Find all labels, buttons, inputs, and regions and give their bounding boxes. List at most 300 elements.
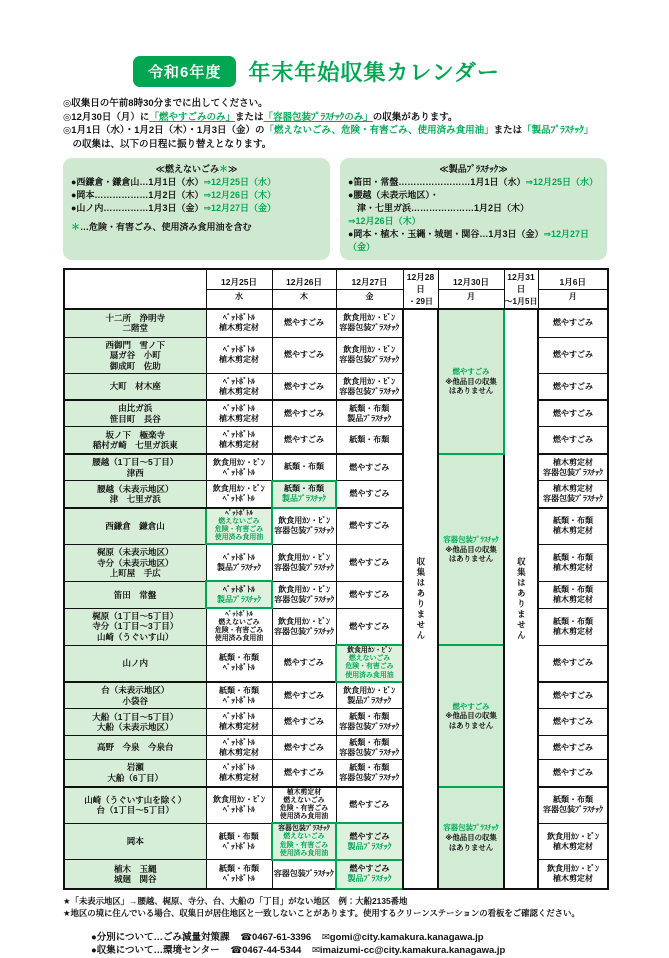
waste-item: 燃やすごみ [284, 408, 324, 418]
area-name: 岩瀬 [126, 762, 144, 773]
schedule-cell [538, 823, 608, 860]
waste-item: 植木剪定材 [553, 874, 593, 884]
area-cell [64, 481, 206, 508]
schedule-cell [538, 309, 608, 337]
no-collection-cell: 収集はありません [403, 309, 438, 889]
schedule-cell [272, 309, 336, 337]
area-name: 稲村ガ崎 七里ガ浜東 [92, 440, 178, 451]
mail-icon: ✉gomi@city.kamakura.kanagawa.jp [321, 931, 484, 943]
schedule-cell [272, 709, 336, 736]
waste-item: 飲食用ｶﾝ・ﾋﾞﾝ [343, 345, 396, 355]
text-segment: または [234, 111, 264, 123]
text-segment: ●笛田・常盤……………………1月1日（水） [348, 177, 526, 187]
schedule-cell [206, 581, 272, 608]
header-day: 月 [439, 289, 504, 303]
waste-item: 容器包装ﾌﾟﾗｽﾁｯｸ [339, 747, 400, 757]
schedule-cell [206, 309, 272, 337]
waste-item: 製品ﾌﾟﾗｽﾁｯｸ [282, 494, 326, 504]
schedule-cell [336, 736, 403, 760]
area-name: 腰越（未表示地区） [96, 483, 174, 494]
mail-icon: ✉imaizumi-cc@city.kamakura.kanagawa.jp [311, 945, 506, 957]
schedule-cell [336, 337, 403, 374]
waste-item: 燃やすごみ [553, 435, 593, 445]
schedule-cell [206, 400, 272, 427]
waste-item: 容器包装ﾌﾟﾗｽﾁｯｸ [274, 526, 335, 536]
waste-item: 燃やすごみ [553, 690, 593, 700]
schedule-cell [538, 645, 608, 682]
header-date: 12月26日 [286, 277, 322, 287]
area-name: 上町屋 手広 [109, 568, 161, 579]
column-header [206, 269, 272, 309]
waste-item: 燃やすごみ [284, 690, 324, 700]
area-name: 高野 今泉 今泉台 [96, 742, 174, 753]
box-title [348, 163, 599, 176]
schedule-cell [538, 454, 608, 481]
schedule-cell [272, 608, 336, 645]
waste-item: 燃えないごみ [283, 833, 325, 841]
waste-item: 紙類・布類 [284, 462, 324, 472]
info-box-product-plastic [340, 158, 607, 260]
area-cell [64, 454, 206, 481]
waste-item: ※他品目の収集 [445, 711, 497, 721]
waste-item: ﾍﾟｯﾄﾎﾞﾄﾙ [225, 610, 253, 618]
waste-item: ﾍﾟｯﾄﾎﾞﾄﾙ [223, 763, 255, 772]
waste-item: 燃やすごみ [284, 381, 324, 391]
era-badge: 令和6年度 [133, 56, 236, 87]
schedule-cell [206, 823, 272, 860]
schedule-cell [336, 787, 403, 824]
text-segment: ◎1月1日（水）・1月2日（木）・1月3日（金）の [63, 125, 265, 136]
text-segment: ⇒12月26日（木） [203, 190, 277, 200]
text-segment: ＊ [219, 164, 229, 174]
waste-item: 燃やすごみ [349, 864, 390, 874]
waste-item: 飲食用ｶﾝ・ﾋﾞﾝ [278, 516, 331, 526]
column-header [538, 269, 608, 309]
schedule-cell [336, 454, 403, 481]
box-line [71, 176, 322, 189]
waste-item: 紙類・布類 [349, 737, 390, 747]
area-name: 梶原（未表示地区） [96, 546, 174, 557]
note-line [63, 111, 607, 125]
waste-item: ﾍﾟｯﾄﾎﾞﾄﾙ [223, 313, 255, 323]
text-segment: の収集があります。 [372, 111, 458, 123]
header-date: ～1月5日 [504, 297, 538, 306]
waste-item: 容器包装ﾌﾟﾗｽﾁｯｸ [543, 805, 603, 815]
area-name: 城廻 関谷 [113, 874, 157, 885]
header-date: 12月30日 [453, 277, 489, 287]
schedule-cell [538, 682, 608, 709]
schedule-cell [272, 682, 336, 709]
note-line [63, 138, 607, 152]
waste-item: 燃やすごみ [284, 768, 324, 777]
waste-item: 飲食用ｶﾝ・ﾋﾞﾝ [278, 584, 331, 594]
waste-item: 紙類・布類 [219, 864, 259, 874]
schedule-cell [272, 581, 336, 608]
waste-item: 紙類・布類 [553, 516, 593, 526]
area-cell [64, 736, 206, 760]
area-name: 大船（6丁目） [107, 773, 164, 783]
schedule-cell [206, 860, 272, 889]
schedule-cell [336, 860, 403, 889]
schedule-cell [336, 682, 403, 709]
area-cell [64, 682, 206, 709]
schedule-cell [206, 736, 272, 760]
waste-item: ﾍﾟｯﾄﾎﾞﾄﾙ [223, 695, 255, 705]
footnote: ★「未表示地区」→腰越、梶原、寺分、台、大船の「丁目」がない地区 例：大船2135番地 [63, 895, 408, 906]
waste-item: 植木剪定材 [553, 841, 593, 851]
column-header [272, 269, 336, 309]
area-name: 御成町 佐助 [109, 360, 161, 371]
text-segment: ●腰越（未表示地区）・ [348, 190, 439, 200]
waste-item: 燃やすごみ [553, 768, 593, 777]
waste-item: 植木剪定材 [219, 747, 259, 757]
waste-item: 容器包装ﾌﾟﾗｽﾁｯｸ [273, 869, 334, 879]
waste-item: 容器包装ﾌﾟﾗｽﾁｯｸ [339, 386, 400, 396]
waste-item: 使用済み食用油 [279, 813, 329, 821]
waste-item: 紙類・布類 [284, 484, 324, 494]
column-header [438, 269, 504, 309]
waste-item: ﾍﾟｯﾄﾎﾞﾄﾙ [222, 494, 255, 504]
waste-item: 危険・有害ごみ [279, 805, 329, 813]
note-line [63, 97, 607, 111]
dec30-cell [438, 309, 504, 454]
waste-item: 飲食用ｶﾝ・ﾋﾞﾝ [547, 864, 599, 874]
waste-item: 製品ﾌﾟﾗｽﾁｯｸ [347, 841, 392, 851]
waste-item: 危険・有害ごみ [214, 627, 264, 634]
waste-item: 飲食用ｶﾝ・ﾋﾞﾝ [343, 685, 396, 695]
waste-item: 燃やすごみ [553, 408, 593, 418]
contact-label: ●分別について…ごみ減量対策課 [91, 931, 230, 943]
schedule-cell [206, 709, 272, 736]
waste-item: 製品ﾌﾟﾗｽﾁｯｸ [347, 874, 392, 884]
waste-item: ﾍﾟｯﾄﾎﾞﾄﾙ [223, 376, 255, 386]
schedule-cell [206, 454, 272, 481]
text-segment: 「燃やすごみのみ」 [149, 111, 235, 123]
waste-item: 植木剪定材 [553, 626, 593, 636]
schedule-cell [336, 823, 403, 860]
area-name: 寺分（未表示地区） [96, 557, 174, 568]
waste-item: 紙類・布類 [219, 653, 259, 663]
waste-item: 植木剪定材 [553, 562, 593, 572]
schedule-cell [272, 736, 336, 760]
waste-item: 燃やすごみ [349, 489, 390, 499]
schedule-cell [272, 787, 336, 824]
area-cell [64, 581, 206, 608]
waste-item: 製品ﾌﾟﾗｽﾁｯｸ [347, 695, 392, 705]
waste-item: 飲食用ｶﾝ・ﾋﾞﾝ [343, 376, 396, 386]
waste-item: はありません [448, 720, 494, 730]
area-name: 小袋谷 [122, 695, 148, 706]
header-date: 12月25日 [221, 277, 257, 287]
note-line [63, 124, 607, 138]
text-segment: ⇒12月26日（木） [348, 216, 421, 226]
schedule-cell [272, 645, 336, 682]
waste-item: 容器包装ﾌﾟﾗｽﾁｯｸ [274, 626, 334, 636]
dec30-cell [438, 787, 504, 889]
schedule-cell [538, 581, 608, 608]
area-name: 台（1丁目～5丁目） [96, 805, 174, 816]
area-name: 大船（未表示地区） [96, 722, 174, 733]
waste-item: 燃やすごみ [284, 742, 324, 752]
schedule-cell [272, 860, 336, 889]
waste-item: 紙類・布類 [553, 795, 593, 805]
contacts [91, 931, 607, 958]
waste-item: 紙類・布類 [349, 435, 390, 445]
waste-item: 燃やすごみ [349, 621, 390, 631]
area-name: 腰越（1丁目～5丁目） [92, 457, 179, 467]
schedule-cell [538, 760, 608, 787]
column-header [64, 269, 206, 309]
box-line [71, 189, 322, 202]
area-name: 由比ガ浜 [118, 403, 153, 413]
waste-item: 燃やすごみ [553, 742, 593, 752]
schedule-cell [206, 481, 272, 508]
waste-item: 燃えないごみ [218, 618, 260, 626]
info-box-unburnable [63, 158, 330, 260]
waste-item: 燃えないごみ [218, 518, 260, 526]
waste-item: 容器包装ﾌﾟﾗｽﾁｯｸ [443, 535, 499, 545]
waste-item: 燃やすごみ [553, 318, 593, 328]
text-segment: 「製品ﾌﾟﾗｽﾁｯｸ」 [522, 125, 594, 136]
waste-item: 容器包装ﾌﾟﾗｽﾁｯｸ [339, 355, 400, 365]
calendar-table [63, 268, 609, 890]
text-segment: ◎12月30日（月）に [63, 111, 150, 123]
waste-item: 飲食用ｶﾝ・ﾋﾞﾝ [212, 484, 265, 494]
waste-item: 燃やすごみ [284, 435, 324, 445]
waste-item: 植木剪定材 [553, 594, 593, 604]
waste-item: はありません [448, 842, 494, 852]
schedule-cell [538, 736, 608, 760]
waste-item: 燃やすごみ [349, 557, 390, 567]
text-segment: ⇒12月27日（金） [203, 203, 277, 213]
area-name: 山崎（うぐいす山） [96, 632, 174, 643]
text-segment: または [493, 125, 523, 136]
text-segment: ⇒12月25日（水） [525, 177, 599, 187]
waste-item: 紙類・布類 [349, 403, 390, 413]
area-name: 山ノ内 [122, 657, 148, 668]
waste-item: 植木剪定材 [219, 440, 259, 450]
waste-item: 燃やすごみ [553, 381, 593, 391]
waste-item: 紙類・布類 [553, 552, 593, 562]
schedule-cell [336, 544, 403, 581]
schedule-cell [538, 400, 608, 427]
text-segment: ●岡本………………1月2日（木） [71, 190, 204, 200]
schedule-cell [206, 427, 272, 454]
waste-item: ﾍﾟｯﾄﾎﾞﾄﾙ [223, 874, 255, 884]
text-segment: …危険・有害ごみ、使用済み食用油を含む [80, 222, 252, 232]
schedule-cell [206, 760, 272, 787]
waste-item: 燃やすごみ [283, 658, 324, 668]
waste-item: 植木剪定材 [219, 323, 259, 333]
waste-item: 容器包装ﾌﾟﾗｽﾁｯｸ [274, 594, 335, 604]
waste-item: はありません [448, 386, 494, 396]
area-cell [64, 508, 206, 545]
schedule-cell [336, 645, 403, 682]
header-date: 12月27日 [351, 277, 388, 287]
waste-item: 紙類・布類 [218, 831, 259, 841]
waste-item: ※他品目の収集 [445, 544, 497, 554]
schedule-cell [538, 709, 608, 736]
schedule-cell [272, 337, 336, 374]
waste-item: 危険・有害ごみ [345, 663, 394, 671]
header-day: 月 [539, 289, 608, 303]
calendar-body [64, 309, 608, 889]
schedule-cell [336, 581, 403, 608]
box-title [71, 163, 322, 176]
waste-item: 植木剪定材 [219, 773, 259, 782]
area-name: 十二所 浄明寺 [105, 312, 165, 323]
header-row [64, 269, 608, 309]
phone-icon: ☎0467-61-3396 [240, 931, 312, 943]
waste-item: 紙類・布類 [553, 616, 593, 626]
area-name: 山崎（うぐいす山を除く） [84, 794, 187, 805]
waste-item: ﾍﾟｯﾄﾎﾞﾄﾙ [223, 805, 255, 815]
waste-item: 燃やすごみ [349, 521, 390, 531]
waste-item: ﾍﾟｯﾄﾎﾞﾄﾙ [225, 509, 253, 517]
schedule-cell [538, 481, 608, 508]
waste-item: 紙類・布類 [349, 712, 390, 722]
waste-item: 使用済み食用油 [214, 534, 264, 542]
schedule-cell [272, 544, 336, 581]
area-cell [64, 337, 206, 374]
waste-item: 植木剪定材 [219, 386, 259, 396]
header-date: 12月31日 [507, 272, 535, 294]
schedule-cell [538, 374, 608, 400]
schedule-cell [336, 309, 403, 337]
waste-item: 飲食用ｶﾝ・ﾋﾞﾝ [278, 552, 330, 562]
schedule-cell [538, 860, 608, 889]
schedule-cell [206, 374, 272, 400]
waste-item: 飲食用ｶﾝ・ﾋﾞﾝ [213, 457, 265, 467]
waste-item: 燃やすごみ [349, 831, 390, 841]
area-cell [64, 645, 206, 682]
waste-item: 飲食用ｶﾝ・ﾋﾞﾝ [213, 795, 265, 805]
waste-item: 植木剪定材 [219, 355, 259, 365]
waste-item: 燃えないごみ [348, 655, 391, 663]
waste-item: 紙類・布類 [553, 584, 593, 594]
contact-label: ●収集について…環境センター [91, 945, 220, 957]
schedule-cell [206, 608, 272, 645]
waste-item: 使用済み食用油 [345, 671, 394, 679]
header-day: 金 [337, 289, 403, 303]
waste-item: 植木剪定材 [553, 457, 593, 467]
waste-item: 製品ﾌﾟﾗｽﾁｯｸ [347, 413, 392, 423]
waste-item: 植木剪定材 [553, 484, 593, 494]
area-name: 西鎌倉 鎌倉山 [105, 521, 165, 532]
calendar-head [64, 269, 608, 309]
schedule-cell [206, 508, 272, 545]
area-cell [64, 374, 206, 400]
waste-item: 燃やすごみ [553, 717, 593, 727]
area-name: 大船（1丁目～5丁目） [92, 711, 179, 722]
table-row [64, 309, 608, 337]
schedule-cell [272, 427, 336, 454]
waste-item: 植木剪定材 [219, 722, 259, 732]
text-segment: ≪燃えないごみ [155, 164, 219, 174]
waste-item: ﾍﾟｯﾄﾎﾞﾄﾙ [223, 663, 255, 673]
schedule-cell [206, 544, 272, 581]
schedule-cell [336, 481, 403, 508]
waste-item: 使用済み食用油 [214, 635, 264, 643]
footnotes [63, 895, 607, 920]
waste-item: はありません [448, 554, 494, 564]
waste-item: ﾍﾟｯﾄﾎﾞﾄﾙ [223, 467, 255, 477]
schedule-cell [206, 645, 272, 682]
area-name: 坂ノ下 極楽寺 [105, 429, 165, 440]
waste-item: ※他品目の収集 [445, 833, 497, 842]
header-date: 12月28日 [406, 272, 435, 294]
schedule-cell [272, 823, 336, 860]
waste-item: 燃やすごみ [452, 367, 490, 376]
text-segment: ●山ノ内……………1月3日（金） [71, 203, 204, 213]
waste-item: ﾍﾟｯﾄﾎﾞﾄﾙ [222, 841, 255, 851]
area-cell [64, 400, 206, 427]
schedule-cell [272, 454, 336, 481]
footnote: ★地区の境に住んでいる場合、収集日が居住地区と一致しないことがあります。使用するクリーンステーションの看板をご確認ください。 [63, 908, 580, 919]
contact-line [91, 931, 607, 945]
waste-item: 燃やすごみ [349, 800, 390, 810]
waste-item: 飲食用ｶﾝ・ﾋﾞﾝ [278, 616, 330, 626]
waste-item: 製品ﾌﾟﾗｽﾁｯｸ [217, 594, 261, 604]
text-segment: ≫ [228, 164, 238, 174]
schedule-cell [272, 481, 336, 508]
schedule-cell [538, 508, 608, 545]
schedule-cell [272, 400, 336, 427]
area-name: 台（未表示地区） [101, 684, 170, 695]
waste-item: 容器包装ﾌﾟﾗｽﾁｯｸ [278, 825, 330, 833]
area-cell [64, 860, 206, 889]
area-name: 津 七里ガ浜 [109, 494, 161, 505]
waste-item: ﾍﾟｯﾄﾎﾞﾄﾙ [223, 584, 255, 594]
box-line [348, 228, 599, 254]
area-name: 笛田 常盤 [113, 589, 157, 600]
area-cell [64, 608, 206, 645]
area-cell [64, 823, 206, 860]
box-line [348, 176, 599, 189]
waste-item: ﾍﾟｯﾄﾎﾞﾄﾙ [223, 345, 255, 355]
column-header [336, 269, 403, 309]
area-name: 岡本 [126, 836, 144, 847]
text-segment: ≪製品ﾌﾟﾗｽﾁｯｸ≫ [439, 164, 508, 174]
waste-item: ﾍﾟｯﾄﾎﾞﾄﾙ [223, 430, 255, 440]
waste-item: 燃えないごみ [283, 796, 325, 804]
waste-item: 燃やすごみ [284, 318, 324, 328]
column-header [504, 269, 538, 309]
column-header [403, 269, 438, 309]
waste-item: 製品ﾌﾟﾗｽﾁｯｸ [217, 562, 261, 572]
waste-item: ﾍﾟｯﾄﾎﾞﾄﾙ [223, 552, 255, 562]
waste-item: 植木剪定材 [286, 788, 322, 796]
dec30-cell [438, 454, 504, 645]
waste-item: 容器包装ﾌﾟﾗｽﾁｯｸ [274, 562, 334, 572]
area-name: 西御門 雪ノ下 [105, 339, 165, 350]
dec30-cell [438, 645, 504, 787]
text-segment: ＊ [71, 222, 81, 232]
waste-item: 容器包装ﾌﾟﾗｽﾁｯｸ [339, 722, 400, 732]
area-cell [64, 544, 206, 581]
schedule-cell [336, 709, 403, 736]
area-cell [64, 427, 206, 454]
box-line [71, 202, 322, 215]
waste-item: 危険・有害ごみ [214, 526, 264, 534]
no-collection-cell: 収集はありません [504, 309, 538, 889]
text-segment: ●西鎌倉・鎌倉山…1月1日（水） [71, 177, 204, 187]
waste-item: 危険・有害ごみ [279, 841, 329, 849]
box-footnote [71, 221, 322, 234]
waste-item: 植木剪定材 [219, 413, 259, 423]
contact-line [91, 944, 607, 958]
schedule-cell [206, 682, 272, 709]
